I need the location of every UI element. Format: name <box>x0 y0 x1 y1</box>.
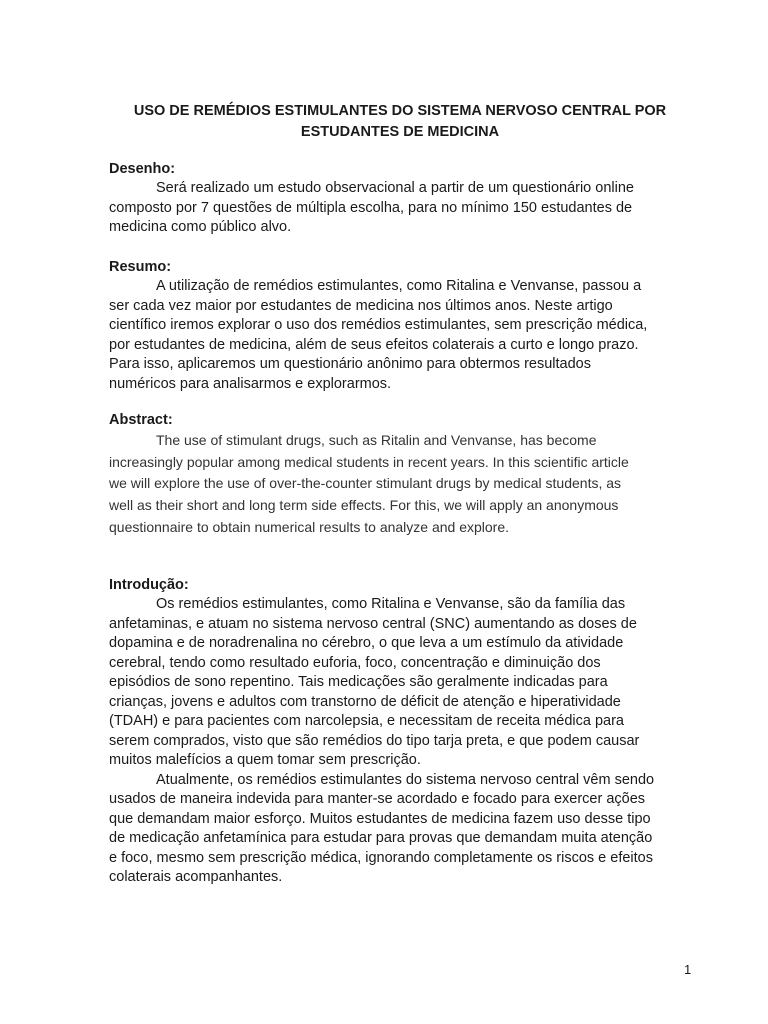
paragraph-introducao-2 <box>109 771 699 888</box>
section-heading-introducao: Introdução: <box>109 577 189 593</box>
text-line: cerebral, tendo como resultado euforia, foco, concentração e diminuição dos <box>109 654 601 671</box>
title-line-2: ESTUDANTES DE MEDICINA <box>300 124 500 140</box>
section-heading-abstract: Abstract: <box>109 412 173 428</box>
section-heading-desenho: Desenho: <box>109 161 176 177</box>
text-line: usados de maneira indevida para manter-se acordado e focado para exercer ações <box>109 791 646 807</box>
paragraph-desenho <box>109 179 699 238</box>
text-line: The use of stimulant drugs, such as Ritalin and Venvanse, has become <box>156 432 597 448</box>
section-introducao <box>109 575 699 888</box>
paragraph-introducao-1 <box>109 595 699 771</box>
text-line: (TDAH) e para pacientes com narcolepsia, e necessitam de receita médica para <box>109 713 624 729</box>
text-line: ser cada vez maior por estudantes de medicina nos últimos anos. Neste artigo <box>109 297 613 314</box>
title-line-1: USO DE REMÉDIOS ESTIMULANTES DO SISTEMA NERVOSO CENTRAL POR <box>133 103 667 119</box>
text-line: e foco, mesmo sem prescrição médica, ignorando completamente os riscos e efeitos <box>109 849 653 866</box>
text-line: colaterais acompanhantes. <box>109 869 283 885</box>
paragraph-abstract <box>109 430 699 539</box>
text-line: A utilização de remédios estimulantes, como Ritalina e Venvanse, passou a <box>156 278 642 294</box>
text-line: medicina como público alvo. <box>109 219 292 235</box>
text-line: numéricos para analisarmos e explorarmos. <box>109 375 392 392</box>
section-desenho <box>109 159 699 238</box>
text-line: well as their short and long term side effects. For this, we will apply an anonymous <box>109 497 619 514</box>
text-line: we will explore the use of over-the-counter stimulant drugs by medical students, as <box>109 475 622 492</box>
text-line: de medicação anfetamínica para estudar para provas que demandam muita atenção <box>109 830 653 846</box>
section-heading-resumo: Resumo: <box>109 259 172 275</box>
text-line: increasingly popular among medical students in recent years. In this scientific article <box>109 453 629 470</box>
text-line: Será realizado um estudo observacional a partir de um questionário online <box>156 180 634 196</box>
section-resumo <box>109 257 699 394</box>
text-line: crianças, jovens e adultos com transtorno de déficit de atenção e hiperatividade <box>109 693 621 710</box>
document-title <box>100 101 700 143</box>
page-number: 1 <box>684 962 692 977</box>
paragraph-resumo <box>109 277 699 394</box>
text-line: anfetaminas, e atuam no sistema nervoso central (SNC) aumentando as doses de <box>109 615 637 632</box>
text-line: Atualmente, os remédios estimulantes do sistema nervoso central vêm sendo <box>156 771 655 788</box>
text-line: episódios de sono repentino. Tais medicações são geralmente indicadas para <box>109 674 608 690</box>
text-line: Os remédios estimulantes, como Ritalina e Venvanse, são da família das <box>156 596 626 612</box>
text-line: Para isso, aplicaremos um questionário anônimo para obtermos resultados <box>109 356 591 372</box>
text-line: questionnaire to obtain numerical results to analyze and explore. <box>109 518 510 535</box>
text-line: científico iremos explorar o uso dos remédios estimulantes, sem prescrição médica, <box>109 317 648 333</box>
text-line: muitos malefícios a quem tomar sem prescrição. <box>109 752 421 768</box>
text-line: por estudantes de medicina, além de seus efeitos colaterais a curto e longo prazo. <box>109 336 639 353</box>
text-line: serem comprados, visto que são remédios do tipo tarja preta, e que podem causar <box>109 732 640 749</box>
section-abstract <box>109 410 699 539</box>
text-line: que demandam maior esforço. Muitos estudantes de medicina fazem uso desse tipo <box>109 810 651 827</box>
text-line: dopamina e de noradrenalina no cérebro, o que leva a um estímulo da atividade <box>109 635 624 651</box>
text-line: composto por 7 questões de múltipla escolha, para no mínimo 150 estudantes de <box>109 199 633 216</box>
